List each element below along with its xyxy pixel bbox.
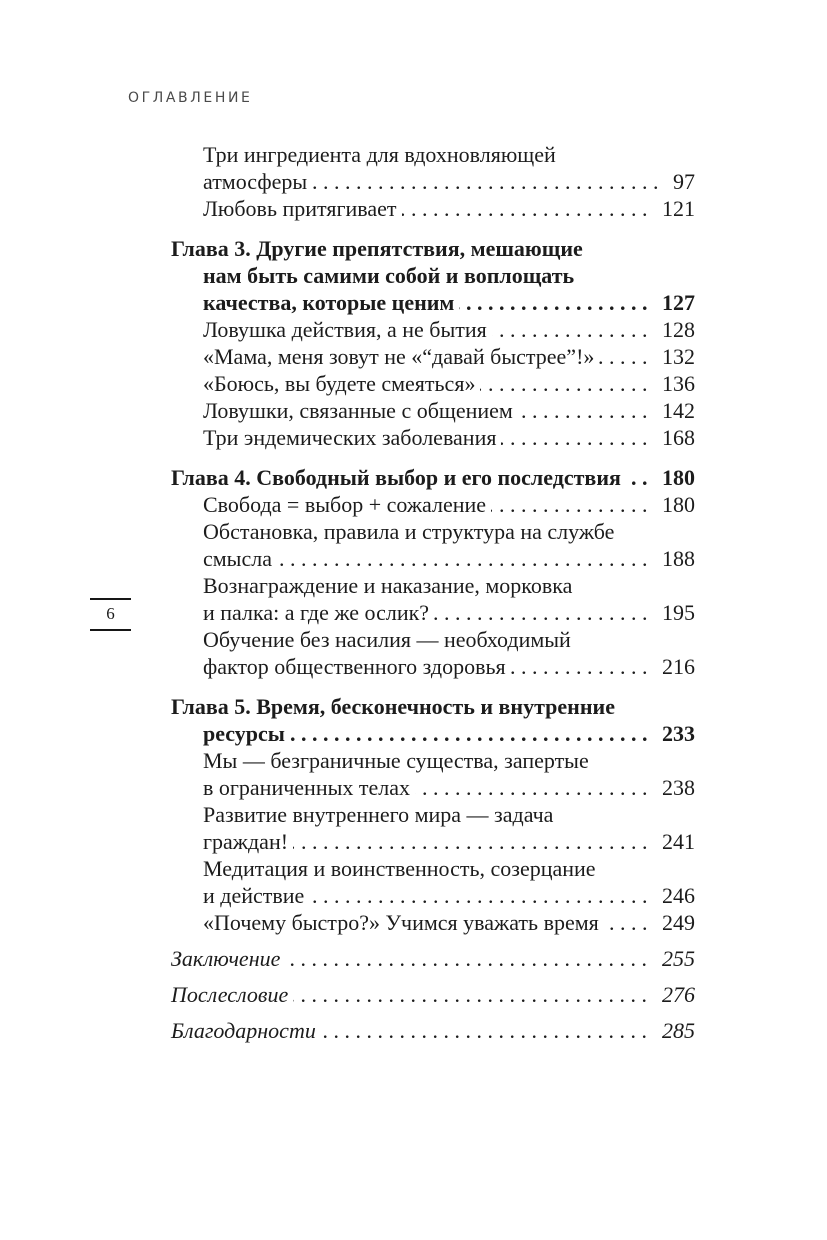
toc-entry-line xyxy=(171,909,695,936)
toc-entry-text: в ограниченных телах xyxy=(203,775,411,800)
dot-leader xyxy=(434,599,653,626)
toc-entry xyxy=(171,1017,695,1044)
toc-entry xyxy=(171,945,695,972)
toc-entry-text: Три эндемических заболевания xyxy=(203,425,497,450)
toc-entry xyxy=(171,316,695,343)
toc-page-number: 241 xyxy=(662,829,695,854)
toc-entry-line xyxy=(171,168,695,195)
toc-entry-line xyxy=(171,262,695,289)
toc-entry-text: Ловушки, связанные с общением xyxy=(203,398,513,423)
dot-leader xyxy=(277,545,653,572)
toc-entry xyxy=(171,141,695,195)
toc-entry-text: Благодарности xyxy=(171,1018,316,1043)
toc-block xyxy=(171,141,695,222)
toc-page-number: 121 xyxy=(662,196,695,221)
toc-entry-line xyxy=(171,855,695,882)
toc-page-number: 127 xyxy=(662,290,695,315)
toc-entry xyxy=(171,626,695,680)
toc-entry-text: Глава 5. Время, бесконечность и внутренние xyxy=(171,694,615,719)
toc-page-number: 180 xyxy=(662,465,695,490)
toc-block xyxy=(171,235,695,451)
toc-entry xyxy=(171,981,695,1008)
toc-entry xyxy=(171,235,695,316)
toc-page-number: 238 xyxy=(662,775,695,800)
dot-leader xyxy=(293,981,653,1008)
toc-entry xyxy=(171,801,695,855)
toc-page-number: 128 xyxy=(662,317,695,342)
toc-page-number: 188 xyxy=(662,546,695,571)
toc-page-number: 285 xyxy=(662,1018,695,1043)
toc-page-number: 142 xyxy=(662,398,695,423)
toc-entry xyxy=(171,693,695,747)
toc-entry-text: Ловушка действия, а не бытия xyxy=(203,317,487,342)
toc-entry-line xyxy=(171,370,695,397)
toc-entry-line xyxy=(171,1017,695,1044)
toc-entry-text: и действие xyxy=(203,883,305,908)
toc-entry xyxy=(171,370,695,397)
dot-leader xyxy=(511,653,653,680)
toc-entry-text: Глава 4. Свободный выбор и его последствия xyxy=(171,465,621,490)
toc-entry-line xyxy=(171,316,695,343)
toc-entry-line xyxy=(171,464,695,491)
toc-page-number: 276 xyxy=(662,982,695,1007)
dot-leader xyxy=(480,370,653,397)
toc-entry-text: качества, которые ценим xyxy=(203,290,455,315)
toc-entry-text: «Почему быстро?» Учимся уважать время xyxy=(203,910,599,935)
toc-page-number: 136 xyxy=(662,371,695,396)
toc-entry xyxy=(171,572,695,626)
dot-leader xyxy=(290,720,653,747)
dot-leader xyxy=(604,909,653,936)
toc-entry xyxy=(171,909,695,936)
toc-entry-text: «Боюсь, вы будете смеяться» xyxy=(203,371,476,396)
toc-entry-line xyxy=(171,343,695,370)
toc-entry-line xyxy=(171,235,695,262)
toc-entry-line xyxy=(171,653,695,680)
toc-page-number: 195 xyxy=(662,600,695,625)
toc-entry-text: Обстановка, правила и структура на службе xyxy=(203,519,615,544)
dot-leader xyxy=(459,289,653,316)
toc-entry-line xyxy=(171,599,695,626)
toc-entry-line xyxy=(171,693,695,720)
dot-leader xyxy=(285,945,653,972)
dot-leader xyxy=(491,491,653,518)
toc-block xyxy=(171,464,695,680)
toc-page-number: 255 xyxy=(662,946,695,971)
toc-entry-line xyxy=(171,424,695,451)
toc-entry-line xyxy=(171,195,695,222)
dot-leader xyxy=(415,774,653,801)
toc-entry-line xyxy=(171,626,695,653)
toc-page-number: 180 xyxy=(662,492,695,517)
dot-leader xyxy=(312,168,664,195)
toc-entry-line xyxy=(171,828,695,855)
toc-page-number: 97 xyxy=(673,169,695,194)
toc-entry-text: Медитация и воинственность, созерцание xyxy=(203,856,596,881)
toc-entry-text: ресурсы xyxy=(203,721,285,746)
toc-entry xyxy=(171,855,695,909)
toc-entry-line xyxy=(171,491,695,518)
dot-leader xyxy=(626,464,653,491)
dot-leader xyxy=(293,828,653,855)
toc-entry-text: граждан! xyxy=(203,829,289,854)
toc-entry-line xyxy=(171,141,695,168)
toc-entry-text: Послесловие xyxy=(171,982,289,1007)
toc-page-number: 216 xyxy=(662,654,695,679)
toc-entry-line xyxy=(171,397,695,424)
toc-block xyxy=(171,693,695,936)
toc-entry-line xyxy=(171,801,695,828)
toc-entry-line xyxy=(171,572,695,599)
toc-entry-text: «Мама, меня зовут не «“давай быстрее”!» xyxy=(203,344,595,369)
toc-entry-line xyxy=(171,545,695,572)
dot-leader xyxy=(321,1017,653,1044)
toc-entry-line xyxy=(171,289,695,316)
toc-entry-line xyxy=(171,882,695,909)
toc-entry xyxy=(171,343,695,370)
toc-entry-text: Свобода = выбор + сожаление xyxy=(203,492,487,517)
toc-entry-line xyxy=(171,747,695,774)
toc-entry-line xyxy=(171,518,695,545)
toc-entry-line xyxy=(171,720,695,747)
toc-entry-text: Мы — безграничные существа, запертые xyxy=(203,748,589,773)
toc-page-number: 168 xyxy=(662,425,695,450)
toc-page-number: 233 xyxy=(662,721,695,746)
toc-entry-line xyxy=(171,981,695,1008)
toc-entry-text: Вознаграждение и наказание, морковка xyxy=(203,573,573,598)
toc-entry xyxy=(171,464,695,491)
toc-entry xyxy=(171,491,695,518)
toc-entry-line xyxy=(171,945,695,972)
toc-block xyxy=(171,1017,695,1044)
toc-page-number: 132 xyxy=(662,344,695,369)
toc-entry xyxy=(171,424,695,451)
toc-entry xyxy=(171,397,695,424)
dot-leader xyxy=(402,195,654,222)
dot-leader xyxy=(599,343,653,370)
toc-entry-text: Развитие внутреннего мира — задача xyxy=(203,802,554,827)
dot-leader xyxy=(309,882,653,909)
dot-leader xyxy=(501,424,653,451)
toc-entry-text: Глава 3. Другие препятствия, мешающие xyxy=(171,236,583,261)
toc-entry-text: Заключение xyxy=(171,946,281,971)
toc-entry-line xyxy=(171,774,695,801)
toc-entry xyxy=(171,518,695,572)
toc-entry-text: и палка: а где же ослик? xyxy=(203,600,430,625)
toc-entry-text: фактор общественного здоровья xyxy=(203,654,506,679)
toc xyxy=(171,141,695,1044)
running-head: ОГЛАВЛЕНИЕ xyxy=(128,90,253,106)
toc-entry-text: Три ингредиента для вдохновляющей xyxy=(203,142,556,167)
toc-entry-text: Обучение без насилия — необходимый xyxy=(203,627,571,652)
toc-entry-text: нам быть самими собой и воплощать xyxy=(203,263,575,288)
toc-entry-text: Любовь притягивает xyxy=(203,196,397,221)
toc-entry-text: атмосферы xyxy=(203,169,308,194)
toc-block xyxy=(171,945,695,972)
toc-entry-text: смысла xyxy=(203,546,272,571)
toc-block xyxy=(171,981,695,1008)
toc-page-number: 249 xyxy=(662,910,695,935)
margin-page-number: 6 xyxy=(90,598,131,631)
toc-entry xyxy=(171,747,695,801)
toc-entry xyxy=(171,195,695,222)
dot-leader xyxy=(492,316,653,343)
toc-page-number: 246 xyxy=(662,883,695,908)
dot-leader xyxy=(518,397,653,424)
